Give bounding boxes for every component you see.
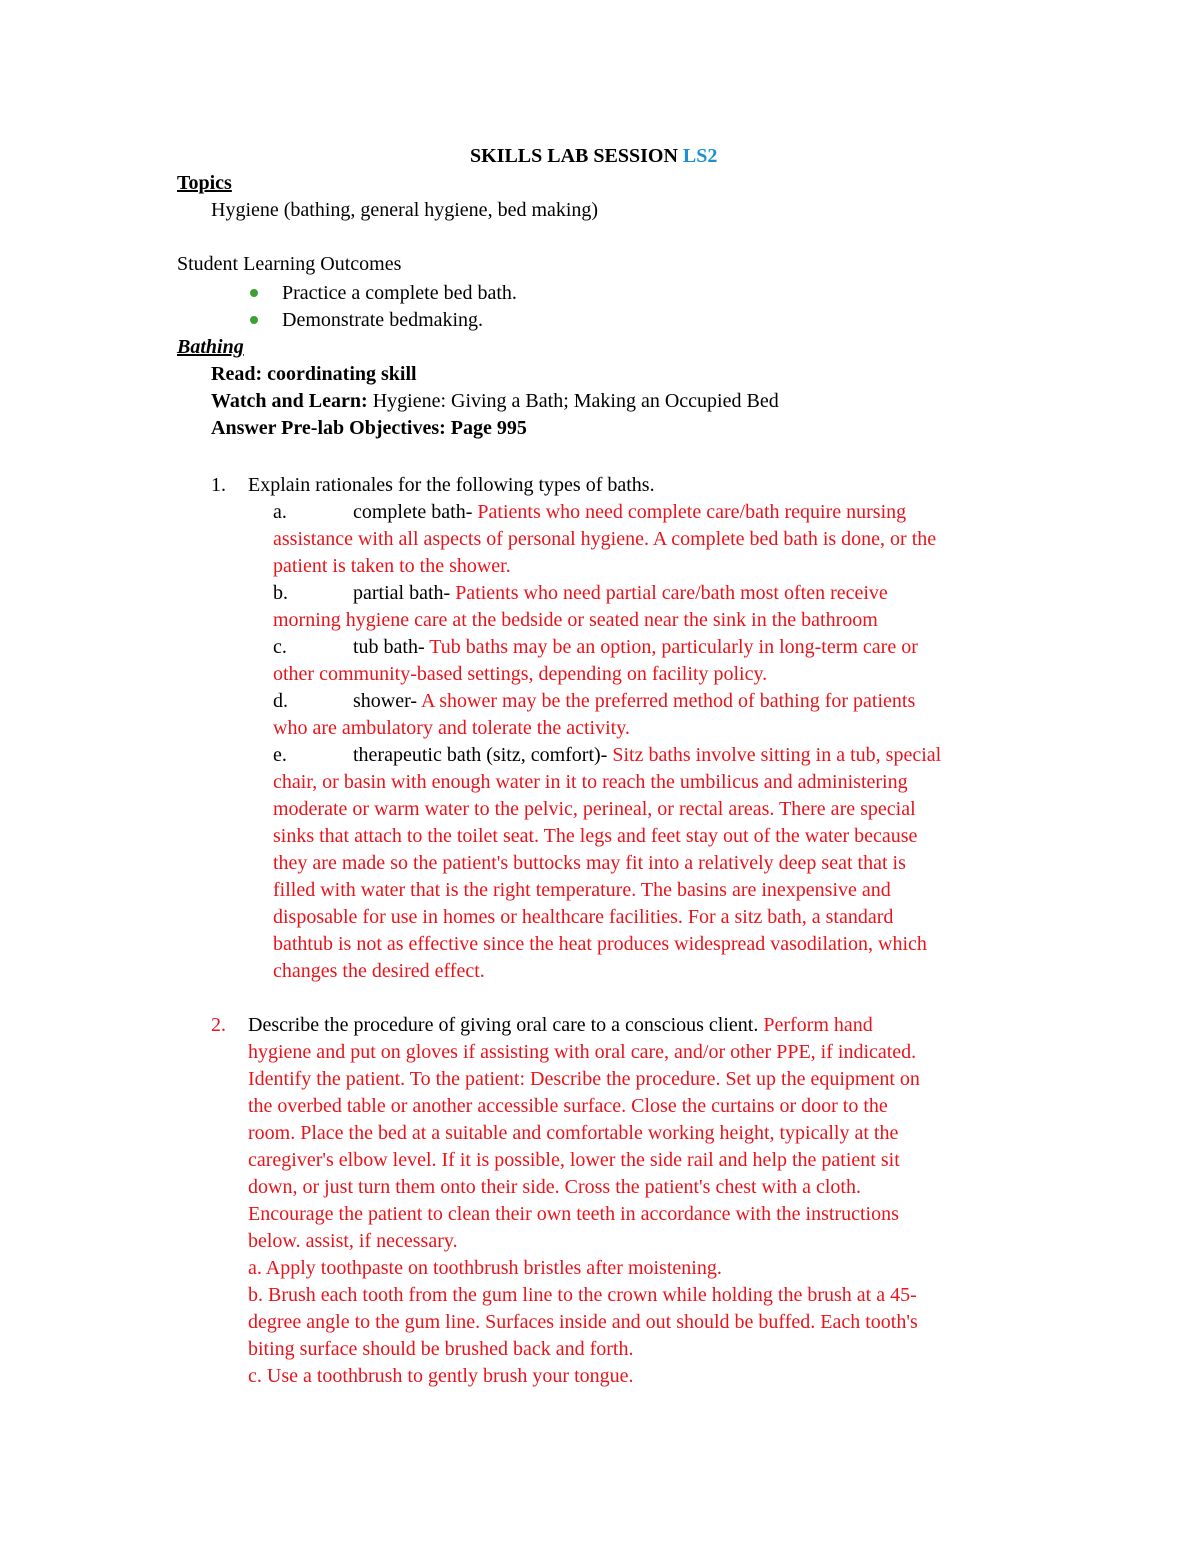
- q1-item-answer: Patients who need complete care/bath require nursing: [477, 501, 907, 523]
- q2-block: [248, 1012, 920, 1390]
- q2-answer-line: biting surface should be brushed back and forth.: [248, 1338, 634, 1360]
- page-title: [470, 143, 717, 170]
- q1-item-letter: c.: [273, 636, 287, 658]
- q1-item-answer: assistance with all aspects of personal hygiene. A complete bed bath is done, or the: [273, 528, 937, 550]
- q2-answer-line: below. assist, if necessary.: [248, 1230, 458, 1252]
- q2-question: Describe the procedure of giving oral care to a conscious client.: [248, 1014, 759, 1036]
- session-code: LS2: [682, 145, 718, 167]
- q2-answer-line: Identify the patient. To the patient: Describe the procedure. Set up the equipment on: [248, 1068, 920, 1090]
- q2-answer-line: the overbed table or another accessible surface. Close the curtains or door to the: [248, 1095, 888, 1117]
- topics-heading: Topics: [177, 172, 232, 194]
- q1-item-answer: chair, or basin with enough water in it to reach the umbilicus and administering: [273, 771, 908, 793]
- q1-item-answer: A shower may be the preferred method of bathing for patients: [420, 690, 916, 712]
- bullet-icon: [250, 289, 258, 297]
- q2-answer-line: caregiver's elbow level. If it is possible, lower the side rail and help the patient sit: [248, 1149, 900, 1171]
- q1-item-letter: e.: [273, 744, 287, 766]
- q2-number: 2.: [211, 1014, 226, 1036]
- bullet-icon: [250, 316, 258, 324]
- q1-item-answer: moderate or warm water to the pelvic, perineal, or rectal areas. There are special: [273, 798, 916, 820]
- q2-answer-line: Encourage the patient to clean their own teeth in accordance with the instructions: [248, 1203, 899, 1225]
- answer-label: Answer Pre-lab Objectives: Page 995: [211, 417, 527, 439]
- q2-answer-line: a. Apply toothpaste on toothbrush bristles after moistening.: [248, 1257, 722, 1279]
- outcome-item: Practice a complete bed bath.: [282, 282, 517, 304]
- read-label: Read: coordinating skill: [211, 363, 417, 385]
- q1-item-answer: other community-based settings, depending on facility policy.: [273, 663, 768, 685]
- q1-item-term: partial bath-: [353, 582, 451, 604]
- outcomes-heading: Student Learning Outcomes: [177, 253, 402, 275]
- watch-label: Watch and Learn:: [211, 390, 368, 412]
- q1-item-answer: bathtub is not as effective since the heat produces widespread vasodilation, which: [273, 933, 927, 955]
- q1-number: 1.: [211, 474, 226, 496]
- q1-item-answer: sinks that attach to the toilet seat. The legs and feet stay out of the water because: [273, 825, 918, 847]
- q2-answer: Perform hand: [763, 1014, 873, 1036]
- q2-answer-line: c. Use a toothbrush to gently brush your tongue.: [248, 1365, 634, 1387]
- outcome-item: Demonstrate bedmaking.: [282, 309, 484, 331]
- q1-item-answer: patient is taken to the shower.: [273, 555, 511, 577]
- q1-item-c: [273, 634, 918, 688]
- title-text: SKILLS LAB SESSION: [470, 145, 678, 167]
- q1-item-term: tub bath-: [353, 636, 425, 658]
- q1-item-letter: b.: [273, 582, 288, 604]
- q1-item-answer: who are ambulatory and tolerate the activity.: [273, 717, 630, 739]
- q1-item-letter: d.: [273, 690, 288, 712]
- q1-item-term: complete bath-: [353, 501, 473, 523]
- bathing-heading: Bathing: [177, 336, 244, 358]
- q1-item-a: [273, 499, 936, 580]
- q1-item-answer: disposable for use in homes or healthcare facilities. For a sitz bath, a standard: [273, 906, 894, 928]
- q1-item-term: therapeutic bath (sitz, comfort)-: [353, 744, 608, 766]
- q1-item-answer: Sitz baths involve sitting in a tub, special: [612, 744, 942, 766]
- q2-answer-line: degree angle to the gum line. Surfaces inside and out should be buffed. Each tooth's: [248, 1311, 918, 1333]
- q1-item-answer: Patients who need partial care/bath most often receive: [455, 582, 888, 604]
- q1-item-answer: filled with water that is the right temperature. The basins are inexpensive and: [273, 879, 891, 901]
- q2-answer-line: hygiene and put on gloves if assisting with oral care, and/or other PPE, if indicated.: [248, 1041, 917, 1063]
- q1-item-answer: Tub baths may be an option, particularly in long-term care or: [429, 636, 918, 658]
- q1-item-b: [273, 580, 888, 634]
- q1-item-answer: changes the desired effect.: [273, 960, 485, 982]
- q1-item-e: [273, 742, 941, 985]
- q1-item-d: [273, 688, 915, 742]
- watch-line: [211, 388, 779, 415]
- q1-item-answer: they are made so the patient's buttocks may fit into a relatively deep seat that is: [273, 852, 906, 874]
- q1-item-answer: morning hygiene care at the bedside or seated near the sink in the bathroom: [273, 609, 878, 631]
- q2-answer-line: b. Brush each tooth from the gum line to the crown while holding the brush at a 45-: [248, 1284, 917, 1306]
- topics-text: Hygiene (bathing, general hygiene, bed making): [211, 199, 599, 221]
- watch-text: Hygiene: Giving a Bath; Making an Occupied Bed: [372, 390, 779, 412]
- q2-answer-line: room. Place the bed at a suitable and comfortable working height, typically at the: [248, 1122, 899, 1144]
- q1-item-letter: a.: [273, 501, 287, 523]
- q2-answer-line: down, or just turn them onto their side. Cross the patient's chest with a cloth.: [248, 1176, 861, 1198]
- q1-question: Explain rationales for the following types of baths.: [248, 474, 655, 496]
- q1-item-term: shower-: [353, 690, 418, 712]
